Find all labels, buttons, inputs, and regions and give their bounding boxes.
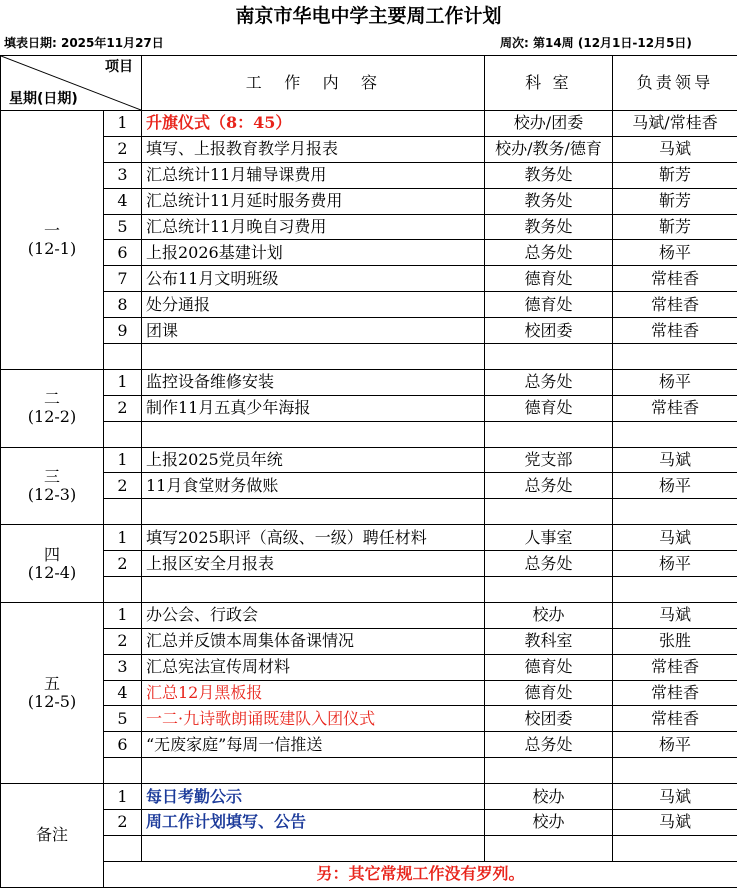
- row-number: 2: [104, 473, 142, 499]
- row-number: [104, 835, 142, 861]
- table-row: [1, 602, 737, 628]
- task-text: 填写、上报教育教学月报表: [142, 136, 485, 162]
- table-row: [1, 473, 737, 499]
- department: 教务处: [485, 188, 613, 214]
- department: 党支部: [485, 447, 613, 473]
- row-number: 1: [104, 369, 142, 395]
- table-row: [1, 732, 737, 758]
- leader: 杨平: [613, 551, 737, 577]
- leader: [613, 577, 737, 603]
- table-row: [1, 395, 737, 421]
- task-text: 汇总宪法宣传周材料: [142, 654, 485, 680]
- row-number: 7: [104, 266, 142, 292]
- row-number: 3: [104, 162, 142, 188]
- note-row: [1, 861, 737, 887]
- leader: 马斌: [613, 525, 737, 551]
- task-text: 汇总统计11月晚自习费用: [142, 214, 485, 240]
- column-header-dept: 科 室: [485, 56, 613, 111]
- task-text: 汇总统计11月延时服务费用: [142, 188, 485, 214]
- task-text: 汇总并反馈本周集体备课情况: [142, 628, 485, 654]
- row-number: [104, 499, 142, 525]
- task-text: 处分通报: [142, 292, 485, 318]
- day-date: (12-5): [1, 693, 103, 711]
- task-text: 填写2025职评（高级、一级）聘任材料: [142, 525, 485, 551]
- day-cell: [1, 447, 104, 525]
- table-row: [1, 628, 737, 654]
- table-row: [1, 266, 737, 292]
- row-number: 9: [104, 318, 142, 344]
- department: 总务处: [485, 473, 613, 499]
- table-row: [1, 240, 737, 266]
- day-date: (12-3): [1, 486, 103, 504]
- corner-label-weekday: 星期(日期): [9, 90, 78, 108]
- task-text: 11月食堂财务做账: [142, 473, 485, 499]
- leader: 杨平: [613, 240, 737, 266]
- row-number: [104, 421, 142, 447]
- day-date: (12-2): [1, 408, 103, 426]
- leader: [613, 344, 737, 370]
- leader: 杨平: [613, 473, 737, 499]
- leader: [613, 499, 737, 525]
- table-row: [1, 111, 737, 137]
- weekday-label: 四: [1, 546, 103, 564]
- leader: 靳芳: [613, 162, 737, 188]
- corner-header-cell: [1, 56, 142, 111]
- table-row: [1, 784, 737, 810]
- week-range: 周次: 第14周 (12月1日-12月5日): [500, 33, 692, 53]
- leader: 常桂香: [613, 266, 737, 292]
- table-row: [1, 162, 737, 188]
- leader: [613, 835, 737, 861]
- table-row: [1, 369, 737, 395]
- table-row: [1, 421, 737, 447]
- day-cell: [1, 369, 104, 447]
- task-text: 监控设备维修安装: [142, 369, 485, 395]
- row-number: [104, 344, 142, 370]
- leader: 常桂香: [613, 395, 737, 421]
- leader: 马斌/常桂香: [613, 111, 737, 137]
- fill-date: 填表日期: 2025年11月27日: [4, 33, 164, 53]
- note-text: 另：其它常规工作没有罗列。: [104, 861, 737, 887]
- leader: 马斌: [613, 447, 737, 473]
- table-row: [1, 344, 737, 370]
- table-row: [1, 680, 737, 706]
- leader: 杨平: [613, 732, 737, 758]
- task-text: 上报区安全月报表: [142, 551, 485, 577]
- department: 德育处: [485, 292, 613, 318]
- day-cell: [1, 602, 104, 783]
- table-row: [1, 318, 737, 344]
- task-text: 制作11月五真少年海报: [142, 395, 485, 421]
- task-text: 上报2025党员年统: [142, 447, 485, 473]
- leader: [613, 758, 737, 784]
- row-number: 1: [104, 525, 142, 551]
- department: [485, 758, 613, 784]
- row-number: 2: [104, 628, 142, 654]
- task-text: [142, 577, 485, 603]
- leader: 马斌: [613, 810, 737, 836]
- table-row: [1, 758, 737, 784]
- table-row: [1, 447, 737, 473]
- row-number: 2: [104, 551, 142, 577]
- task-text: 上报2026基建计划: [142, 240, 485, 266]
- table-row: [1, 214, 737, 240]
- row-number: 6: [104, 240, 142, 266]
- row-number: 2: [104, 395, 142, 421]
- row-number: [104, 577, 142, 603]
- department: [485, 835, 613, 861]
- row-number: 1: [104, 447, 142, 473]
- row-number: 5: [104, 706, 142, 732]
- task-text: 每日考勤公示: [142, 784, 485, 810]
- row-number: 8: [104, 292, 142, 318]
- remarks-label: 备注: [1, 826, 103, 844]
- department: 德育处: [485, 395, 613, 421]
- table-row: [1, 136, 737, 162]
- department: 总务处: [485, 732, 613, 758]
- row-number: 6: [104, 732, 142, 758]
- weekday-label: 三: [1, 468, 103, 486]
- leader: 马斌: [613, 136, 737, 162]
- task-text: [142, 758, 485, 784]
- task-text: 公布11月文明班级: [142, 266, 485, 292]
- task-text: 一二·九诗歌朗诵既建队入团仪式: [142, 706, 485, 732]
- task-text: 办公会、行政会: [142, 602, 485, 628]
- row-number: [104, 758, 142, 784]
- department: 教务处: [485, 214, 613, 240]
- department: 校办/团委: [485, 111, 613, 137]
- row-number: 3: [104, 654, 142, 680]
- department: 教务处: [485, 162, 613, 188]
- table-row: [1, 525, 737, 551]
- task-text: [142, 421, 485, 447]
- leader: 张胜: [613, 628, 737, 654]
- task-text: 汇总12月黑板报: [142, 680, 485, 706]
- department: [485, 344, 613, 370]
- department: 教科室: [485, 628, 613, 654]
- leader: 常桂香: [613, 654, 737, 680]
- table-row: [1, 835, 737, 861]
- table-row: [1, 188, 737, 214]
- task-text: 汇总统计11月辅导课费用: [142, 162, 485, 188]
- leader: 常桂香: [613, 318, 737, 344]
- department: [485, 499, 613, 525]
- table-row: [1, 706, 737, 732]
- row-number: 1: [104, 784, 142, 810]
- task-text: [142, 344, 485, 370]
- weekday-label: 一: [1, 222, 103, 240]
- table-row: [1, 499, 737, 525]
- task-text: [142, 835, 485, 861]
- task-text: “无废家庭”每周一信推送: [142, 732, 485, 758]
- day-cell: [1, 111, 104, 370]
- column-header-content: 工 作 内 容: [142, 56, 485, 111]
- row-number: 4: [104, 680, 142, 706]
- corner-label-item: 项目: [105, 58, 133, 76]
- task-text: 升旗仪式（8：45）: [142, 111, 485, 137]
- department: 校团委: [485, 706, 613, 732]
- leader: 杨平: [613, 369, 737, 395]
- remarks-cell: [1, 784, 104, 888]
- department: 校办: [485, 784, 613, 810]
- leader: [613, 421, 737, 447]
- leader: 常桂香: [613, 680, 737, 706]
- department: 人事室: [485, 525, 613, 551]
- table-row: [1, 810, 737, 836]
- task-text: 周工作计划填写、公告: [142, 810, 485, 836]
- department: [485, 577, 613, 603]
- department: 德育处: [485, 680, 613, 706]
- department: 总务处: [485, 551, 613, 577]
- task-text: 团课: [142, 318, 485, 344]
- weekday-label: 五: [1, 675, 103, 693]
- department: 德育处: [485, 266, 613, 292]
- row-number: 5: [104, 214, 142, 240]
- column-header-leader: 负责领导: [613, 56, 737, 111]
- table-row: [1, 551, 737, 577]
- leader: 靳芳: [613, 214, 737, 240]
- department: 校办: [485, 810, 613, 836]
- row-number: 1: [104, 602, 142, 628]
- weekday-label: 二: [1, 390, 103, 408]
- header-row: [1, 56, 737, 111]
- table-row: [1, 292, 737, 318]
- leader: 常桂香: [613, 706, 737, 732]
- task-text: [142, 499, 485, 525]
- page-title: 南京市华电中学主要周工作计划: [0, 0, 737, 32]
- row-number: 4: [104, 188, 142, 214]
- row-number: 2: [104, 810, 142, 836]
- row-number: 1: [104, 111, 142, 137]
- day-date: (12-4): [1, 564, 103, 582]
- department: 校办/教务/德育: [485, 136, 613, 162]
- department: 校办: [485, 602, 613, 628]
- department: 总务处: [485, 240, 613, 266]
- day-cell: [1, 525, 104, 603]
- department: 校团委: [485, 318, 613, 344]
- leader: 常桂香: [613, 292, 737, 318]
- plan-table: [0, 55, 737, 888]
- leader: 马斌: [613, 602, 737, 628]
- leader: 靳芳: [613, 188, 737, 214]
- table-row: [1, 577, 737, 603]
- table-row: [1, 654, 737, 680]
- department: 德育处: [485, 654, 613, 680]
- leader: 马斌: [613, 784, 737, 810]
- department: [485, 421, 613, 447]
- day-date: (12-1): [1, 240, 103, 258]
- row-number: 2: [104, 136, 142, 162]
- department: 总务处: [485, 369, 613, 395]
